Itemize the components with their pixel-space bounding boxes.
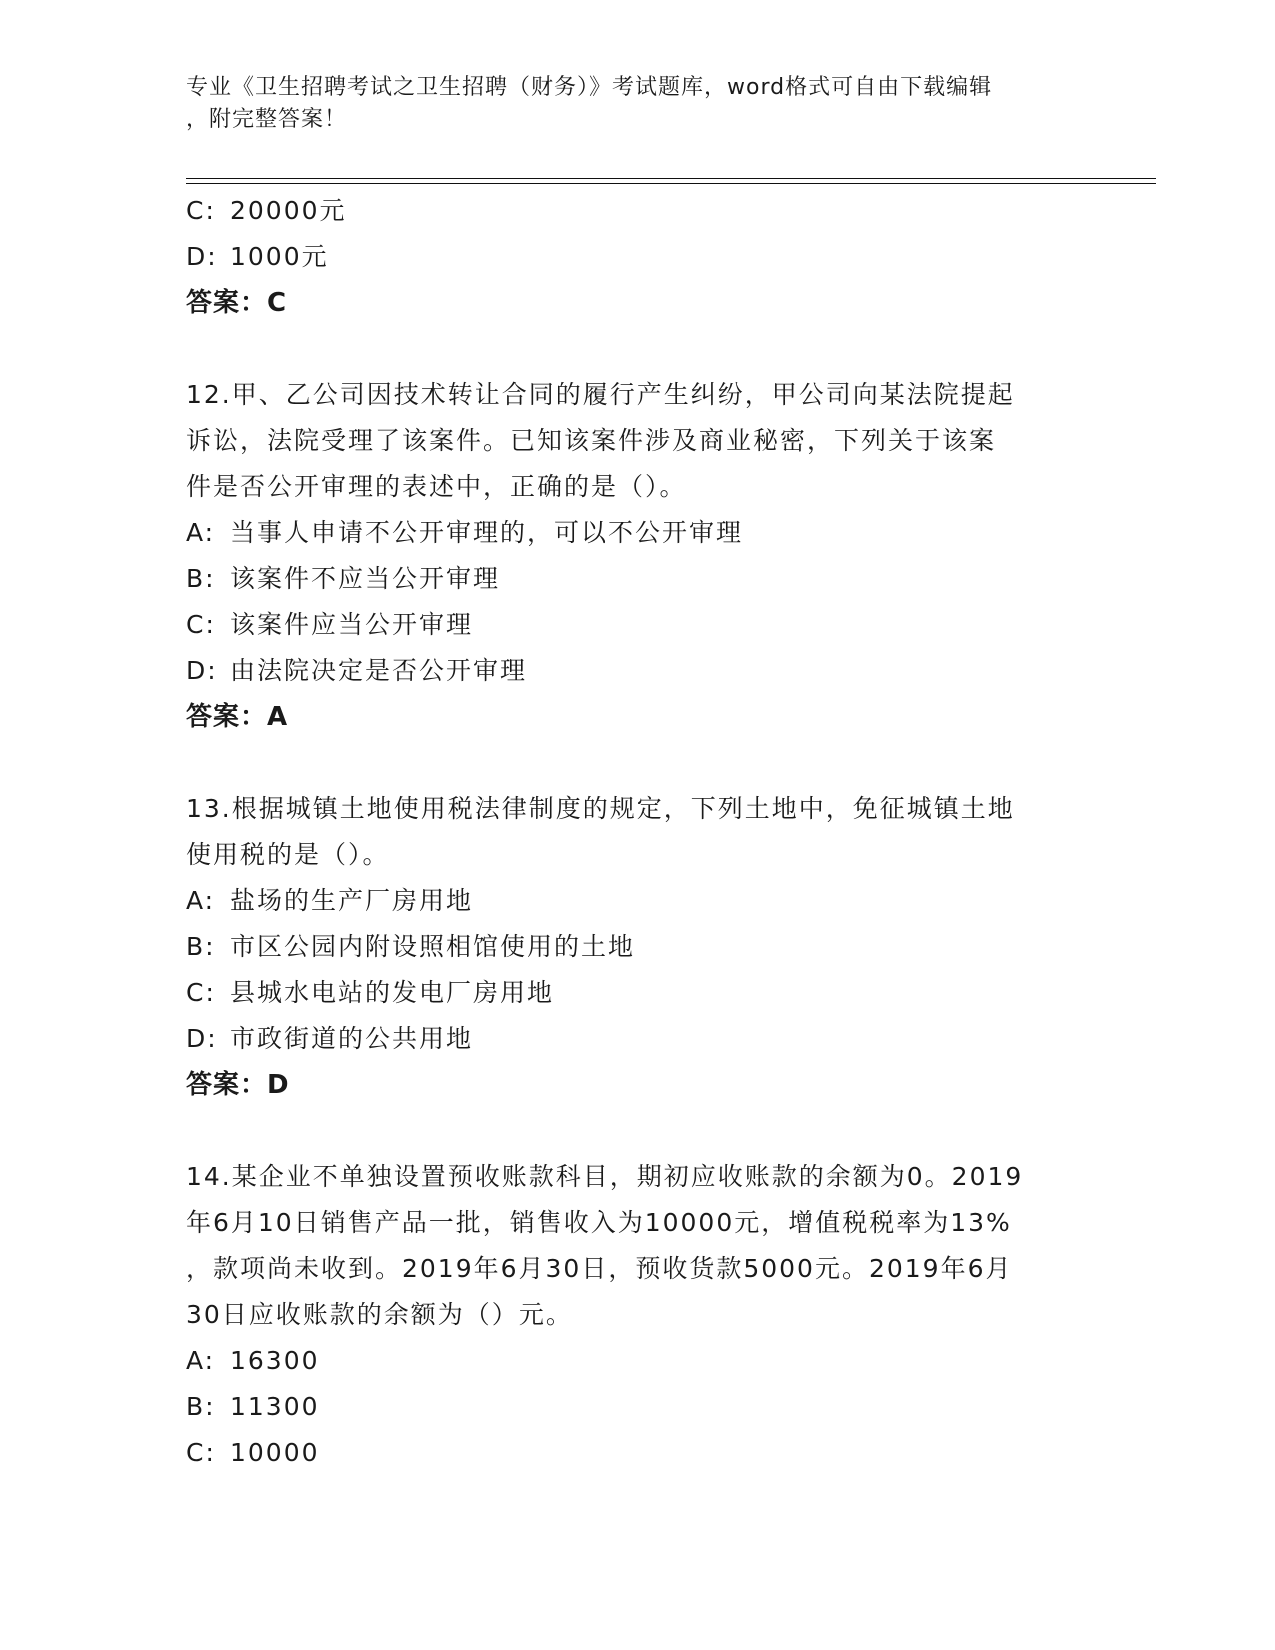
header-line-2: ，附完整答案！ xyxy=(186,107,348,132)
option-text: 县城水电站的发电厂房用地 xyxy=(230,978,555,1007)
question-text-line: 30日应收账款的余额为（）元。 xyxy=(186,1300,573,1329)
option-text: 20000元 xyxy=(230,196,347,225)
page-header xyxy=(186,72,1066,136)
option-line xyxy=(186,1338,1086,1384)
option-line xyxy=(186,970,1086,1016)
question-content xyxy=(186,188,1086,1476)
continued-question xyxy=(186,188,1086,326)
question-text-line: ，款项尚未收到。2019年6月30日，预收货款5000元。2019年6月 xyxy=(186,1254,1013,1283)
option-line xyxy=(186,1384,1086,1430)
option-text: 11300 xyxy=(230,1392,320,1421)
option-text: 该案件应当公开审理 xyxy=(230,610,474,639)
header-divider-bottom xyxy=(186,183,1156,184)
option-key: A: xyxy=(186,886,216,915)
option-line xyxy=(186,1016,1086,1062)
option-text: 市区公园内附设照相馆使用的土地 xyxy=(230,932,636,961)
question-text-line: 诉讼，法院受理了该案件。已知该案件涉及商业秘密，下列关于该案 xyxy=(186,426,997,455)
option-line xyxy=(186,556,1086,602)
option-text: 1000元 xyxy=(230,242,329,271)
option-key: A: xyxy=(186,1346,216,1375)
option-key: C: xyxy=(186,978,216,1007)
option-text: 16300 xyxy=(230,1346,320,1375)
spacer xyxy=(186,326,1086,372)
question-text-line: 使用税的是（）。 xyxy=(186,840,390,869)
option-key: B: xyxy=(186,1392,216,1421)
option-text: 该案件不应当公开审理 xyxy=(230,564,501,593)
option-key: D: xyxy=(186,1024,218,1053)
option-line xyxy=(186,234,1086,280)
header-line-1: 专业《卫生招聘考试之卫生招聘（财务）》考试题库，word格式可自由下载编辑 xyxy=(186,75,993,100)
answer-line: 答案：C xyxy=(186,288,288,318)
spacer xyxy=(186,1108,1086,1154)
question-12 xyxy=(186,372,1086,740)
option-line xyxy=(186,188,1086,234)
option-line xyxy=(186,510,1086,556)
option-key: B: xyxy=(186,932,216,961)
question-13 xyxy=(186,786,1086,1108)
option-text: 当事人申请不公开审理的，可以不公开审理 xyxy=(230,518,744,547)
option-text: 盐场的生产厂房用地 xyxy=(230,886,474,915)
question-text-line: 件是否公开审理的表述中，正确的是（）。 xyxy=(186,472,687,501)
option-key: A: xyxy=(186,518,216,547)
header-divider-top xyxy=(186,178,1156,179)
option-key: B: xyxy=(186,564,216,593)
question-text-line: 年6月10日销售产品一批，销售收入为10000元，增值税税率为13% xyxy=(186,1208,1012,1237)
option-line xyxy=(186,878,1086,924)
option-text: 由法院决定是否公开审理 xyxy=(230,656,528,685)
option-text: 市政街道的公共用地 xyxy=(230,1024,474,1053)
question-text-line: 12.甲、乙公司因技术转让合同的履行产生纠纷，甲公司向某法院提起 xyxy=(186,380,1015,409)
question-14 xyxy=(186,1154,1086,1476)
spacer xyxy=(186,740,1086,786)
question-text-line: 14.某企业不单独设置预收账款科目，期初应收账款的余额为0。2019 xyxy=(186,1162,1024,1191)
option-text: 10000 xyxy=(230,1438,320,1467)
option-key: D: xyxy=(186,656,218,685)
option-key: C: xyxy=(186,1438,216,1467)
option-line xyxy=(186,648,1086,694)
answer-line: 答案：D xyxy=(186,1070,290,1100)
option-line xyxy=(186,602,1086,648)
option-key: C: xyxy=(186,196,216,225)
option-key: D: xyxy=(186,242,218,271)
answer-line: 答案：A xyxy=(186,702,289,732)
option-line xyxy=(186,924,1086,970)
option-line xyxy=(186,1430,1086,1476)
option-key: C: xyxy=(186,610,216,639)
question-text-line: 13.根据城镇土地使用税法律制度的规定，下列土地中，免征城镇土地 xyxy=(186,794,1015,823)
